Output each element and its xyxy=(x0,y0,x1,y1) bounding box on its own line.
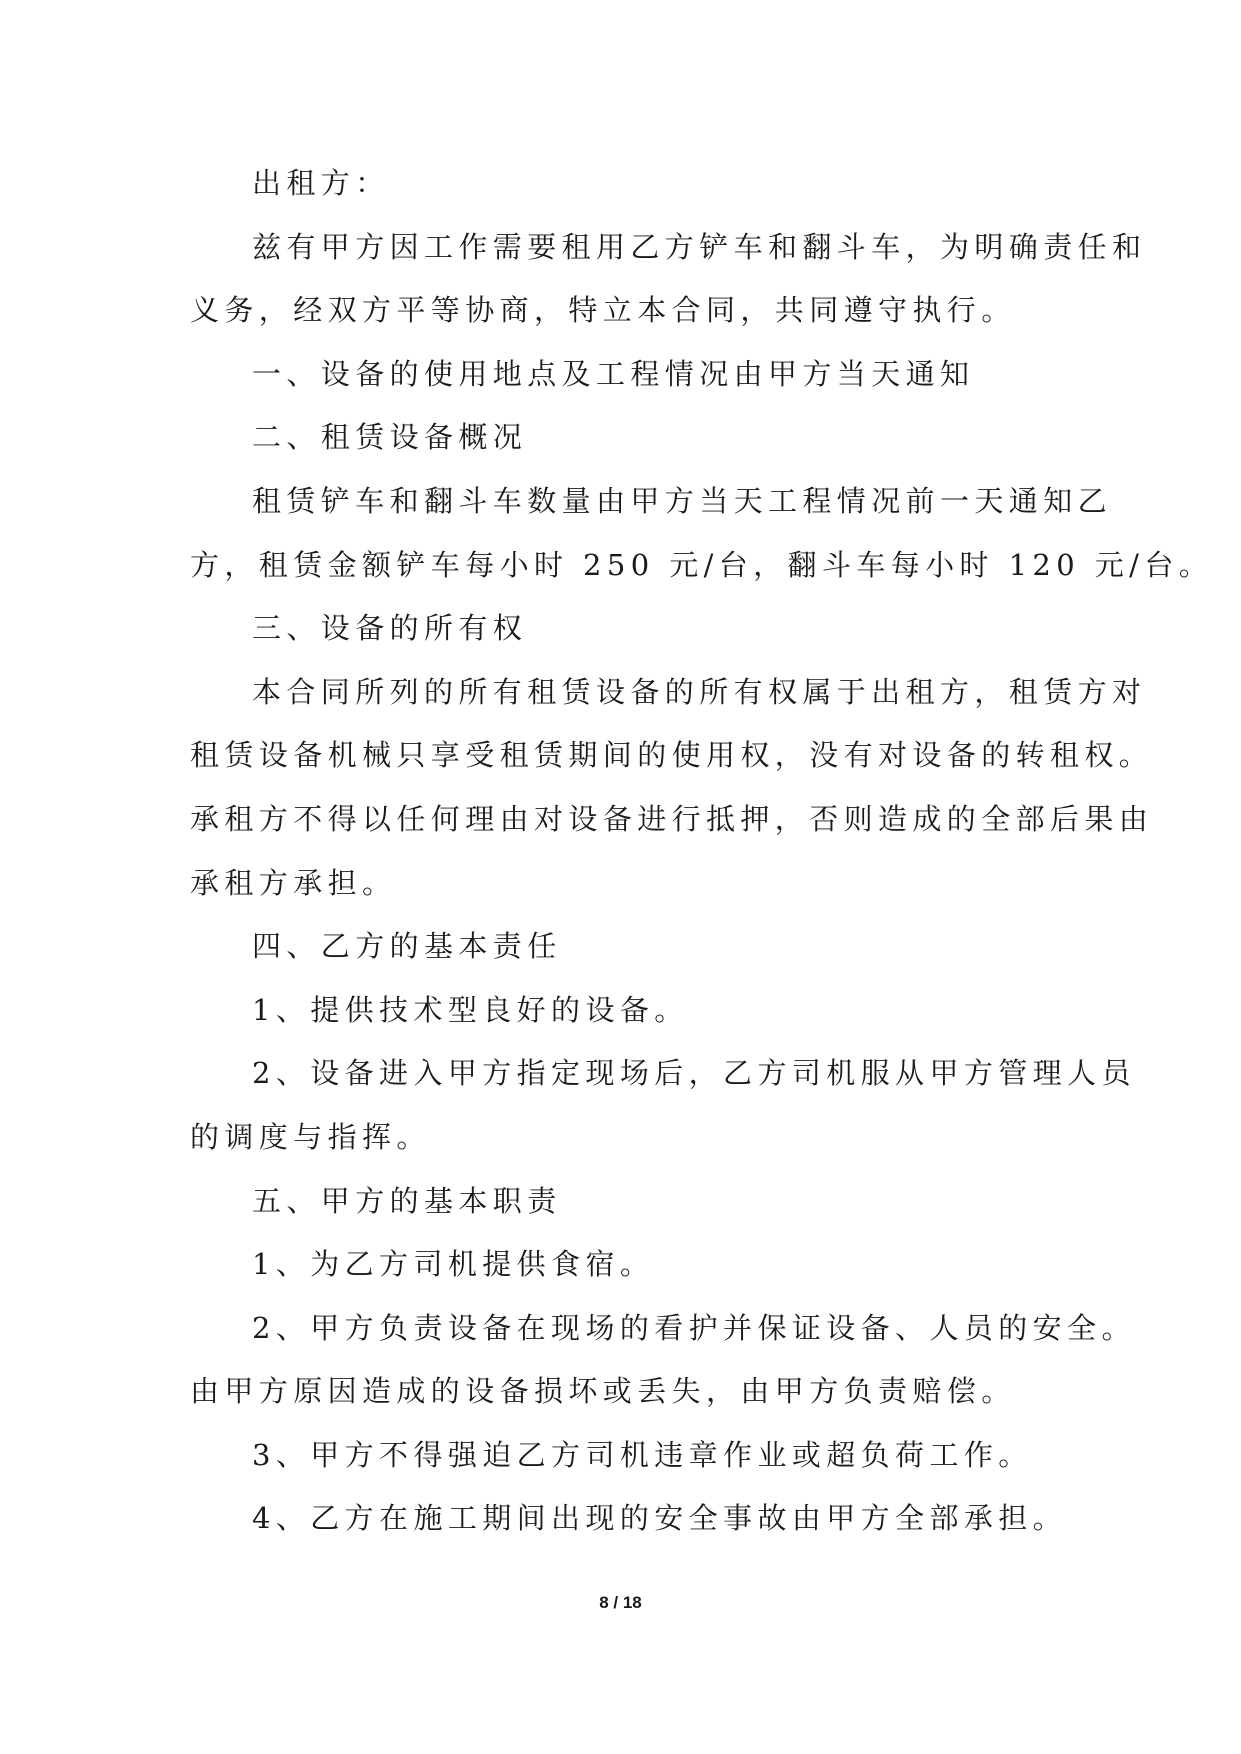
paragraph-line: 租赁铲车和翻斗车数量由甲方当天工程情况前一天通知乙 xyxy=(252,483,1113,518)
paragraph-line: 义务，经双方平等协商，特立本合同，共同遵守执行。 xyxy=(190,293,1016,328)
paragraph-line: 承租方承担。 xyxy=(190,865,397,900)
contract-body xyxy=(190,152,1214,1551)
paragraph-line: 承租方不得以任何理由对设备进行抵押，否则造成的全部后果由 xyxy=(190,801,1154,836)
list-item-continuation: 的调度与指挥。 xyxy=(190,1119,431,1154)
section-heading: 四、乙方的基本责任 xyxy=(252,929,562,964)
section-heading: 一、设备的使用地点及工程情况由甲方当天通知 xyxy=(252,356,975,391)
list-item: 1、为乙方司机提供食宿。 xyxy=(252,1247,655,1282)
lessor-label: 出租方： xyxy=(252,166,390,200)
list-item: 4、乙方在施工期间出现的安全事故由甲方全部承担。 xyxy=(252,1501,1068,1536)
paragraph-line: 方，租赁金额铲车每小时 250 元/台，翻斗车每小时 120 元/台。 xyxy=(190,547,1214,582)
section-heading: 五、甲方的基本职责 xyxy=(252,1183,562,1218)
paragraph-line: 本合同所列的所有租赁设备的所有权属于出租方，租赁方对 xyxy=(252,674,1147,709)
list-item: 1、提供技术型良好的设备。 xyxy=(252,992,689,1027)
paragraph-line: 兹有甲方因工作需要租用乙方铲车和翻斗车，为明确责任和 xyxy=(252,229,1147,264)
list-item: 2、设备进入甲方指定现场后，乙方司机服从甲方管理人员 xyxy=(252,1056,1136,1091)
paragraph-line: 租赁设备机械只享受租赁期间的使用权，没有对设备的转租权。 xyxy=(190,738,1154,773)
list-item-continuation: 由甲方原因造成的设备损坏或丢失，由甲方负责赔偿。 xyxy=(190,1374,1016,1409)
list-item: 3、甲方不得强迫乙方司机违章作业或超负荷工作。 xyxy=(252,1437,1033,1472)
section-heading: 二、租赁设备概况 xyxy=(252,420,528,455)
list-item: 2、甲方负责设备在现场的看护并保证设备、人员的安全。 xyxy=(252,1310,1136,1345)
section-heading: 三、设备的所有权 xyxy=(252,611,528,646)
page-number: 8 / 18 xyxy=(599,1593,642,1612)
